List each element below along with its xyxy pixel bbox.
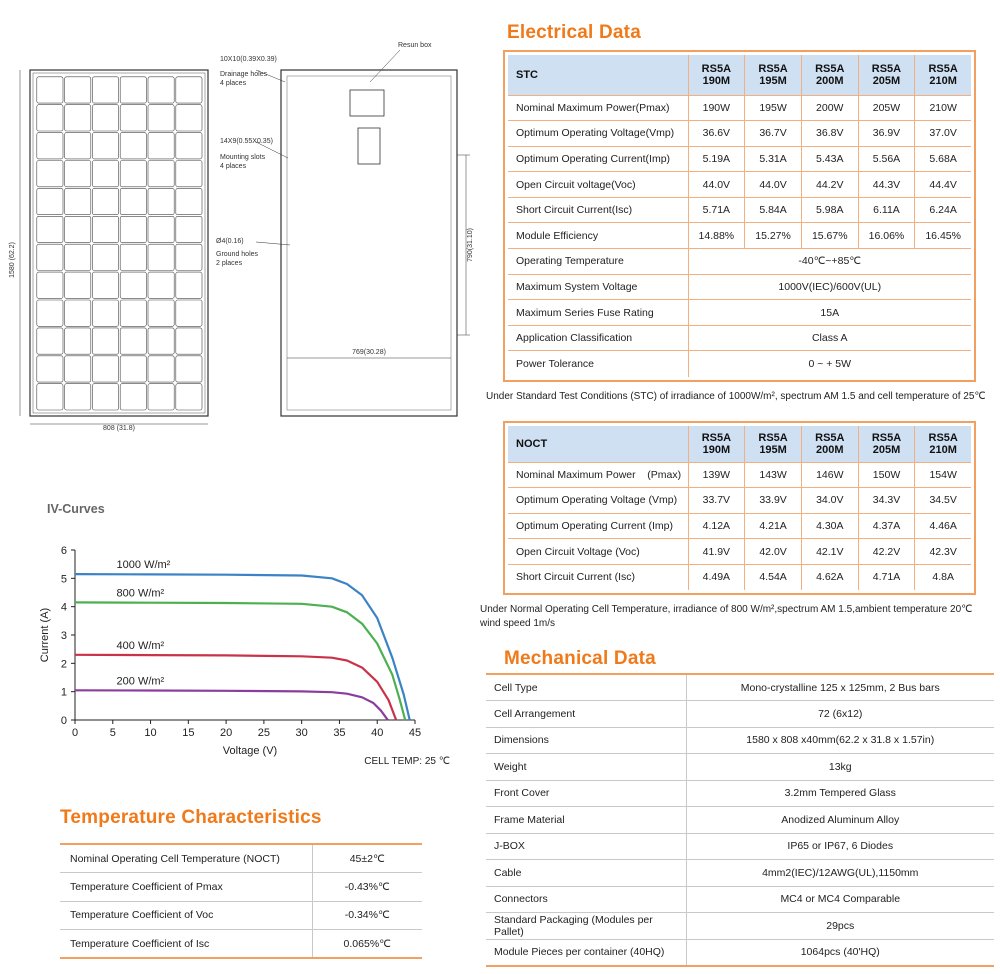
table-row: [508, 462, 971, 488]
solar-cell: [92, 328, 118, 354]
solar-cell: [148, 161, 174, 187]
solar-cell: [65, 133, 91, 159]
cell-value: 154W: [915, 462, 971, 488]
x-tick-label: 10: [144, 727, 157, 739]
ground-count: 2 places: [216, 260, 243, 267]
solar-cell: [176, 216, 202, 242]
cell-value: 4.46A: [915, 513, 971, 539]
row-label: Application Classification: [508, 325, 688, 351]
row-label: Open Circuit voltage(Voc): [508, 172, 688, 198]
stc-header: STC: [508, 55, 688, 95]
x-tick-label: 40: [371, 727, 384, 739]
row-label: Short Circuit Current(Isc): [508, 197, 688, 223]
cell-value: 15.67%: [801, 223, 858, 249]
x-tick-label: 35: [333, 727, 346, 739]
cell-value: -40℃~+85℃: [688, 249, 971, 275]
solar-cell: [92, 216, 118, 242]
stc-table: [508, 55, 971, 377]
solar-cell: [37, 244, 63, 270]
row-label: Optimum Operating Current (Imp): [508, 513, 688, 539]
cell-value: 42.2V: [858, 539, 915, 565]
table-row: [486, 727, 994, 754]
cell-value: 195W: [745, 95, 802, 121]
model-header: RS5A 200M: [801, 426, 858, 462]
table-row: [508, 121, 971, 147]
cell-value: 13kg: [686, 754, 994, 781]
cell-value: 4.12A: [688, 513, 745, 539]
temperature-title: Temperature Characteristics: [60, 807, 322, 828]
solar-cell: [176, 328, 202, 354]
table-row: [486, 807, 994, 834]
cell-value: 42.3V: [915, 539, 971, 565]
cell-value: 36.9V: [858, 121, 915, 147]
cell-value: 1000V(IEC)/600V(UL): [688, 274, 971, 300]
model-header: RS5A 210M: [915, 426, 971, 462]
row-label: Nominal Maximum Power(Pmax): [508, 95, 688, 121]
solar-cell: [92, 105, 118, 131]
table-row: [60, 844, 422, 873]
row-label: Optimum Operating Voltage (Vmp): [508, 488, 688, 514]
cell-value: IP65 or IP67, 6 Diodes: [686, 833, 994, 860]
width-dim: 808 (31.8): [103, 425, 135, 432]
solar-cell: [148, 328, 174, 354]
cell-value: 34.0V: [801, 488, 858, 514]
solar-cell: [176, 105, 202, 131]
solar-cell: [176, 77, 202, 103]
solar-cell: [120, 188, 146, 214]
cell-value: 3.2mm Tempered Glass: [686, 780, 994, 807]
temperature-table: [60, 843, 422, 959]
solar-cell: [148, 272, 174, 298]
solar-cell: [92, 133, 118, 159]
cell-value: 200W: [801, 95, 858, 121]
solar-cell: [120, 216, 146, 242]
table-row: [486, 754, 994, 781]
table-row: [508, 513, 971, 539]
x-tick-label: 0: [71, 727, 79, 739]
electrical-title: Electrical Data: [507, 22, 641, 43]
resun-box-label: Resun box: [398, 42, 432, 49]
model-header: RS5A 200M: [801, 55, 858, 95]
cell-value: Class A: [688, 325, 971, 351]
table-row: [508, 539, 971, 565]
solar-cell: [176, 188, 202, 214]
series-line: [75, 602, 405, 720]
cell-value: Anodized Aluminum Alloy: [686, 807, 994, 834]
row-label: Temperature Coefficient of Voc: [60, 901, 312, 930]
solar-cell: [92, 384, 118, 410]
row-label: Optimum Operating Voltage(Vmp): [508, 121, 688, 147]
solar-cell: [37, 105, 63, 131]
cell-value: 41.9V: [688, 539, 745, 565]
row-label: Maximum Series Fuse Rating: [508, 300, 688, 326]
series-label: 800 W/m²: [116, 587, 165, 600]
cell-value: 5.98A: [801, 197, 858, 223]
cell-value: Mono-crystalline 125 x 125mm, 2 Bus bars: [686, 674, 994, 701]
cell-value: 44.0V: [688, 172, 745, 198]
model-header: RS5A 205M: [858, 55, 915, 95]
cell-value: 205W: [858, 95, 915, 121]
y-axis-label: Current (A): [39, 607, 51, 663]
ground-label: Ground holes: [216, 251, 259, 258]
cell-value: 5.68A: [915, 146, 971, 172]
cell-value: 36.8V: [801, 121, 858, 147]
solar-cell: [65, 188, 91, 214]
table-row: [508, 325, 971, 351]
row-label: Cell Arrangement: [486, 701, 686, 728]
row-label: Module Efficiency: [508, 223, 688, 249]
solar-cell: [37, 77, 63, 103]
row-label: Dimensions: [486, 727, 686, 754]
cell-value: 33.9V: [745, 488, 802, 514]
solar-cell: [92, 188, 118, 214]
cell-value: 190W: [688, 95, 745, 121]
mechanical-table: [486, 673, 994, 967]
cell-value: 210W: [915, 95, 971, 121]
cell-value: 1064pcs (40'HQ): [686, 939, 994, 966]
module-back-outline: [281, 70, 457, 416]
solar-cell: [176, 161, 202, 187]
table-row: [486, 701, 994, 728]
noct-note-line2: wind speed 1m/s: [480, 618, 556, 629]
table-row: [60, 930, 422, 959]
row-label: Power Tolerance: [508, 351, 688, 377]
solar-cell: [37, 300, 63, 326]
cell-value: 4.71A: [858, 564, 915, 590]
solar-cell: [148, 216, 174, 242]
table-row: [486, 939, 994, 966]
solar-cell: [65, 161, 91, 187]
row-label: Short Circuit Current (Isc): [508, 564, 688, 590]
ground-dim: Ø4(0.16): [216, 238, 244, 245]
cell-value: 33.7V: [688, 488, 745, 514]
cell-value: 5.71A: [688, 197, 745, 223]
y-tick-label: 0: [60, 715, 67, 727]
row-label: Nominal Operating Cell Temperature (NOCT): [60, 844, 312, 873]
solar-cell: [120, 161, 146, 187]
row-label: Nominal Maximum Power (Pmax): [508, 462, 688, 488]
cell-value: 36.7V: [745, 121, 802, 147]
table-row: [486, 674, 994, 701]
solar-cell: [65, 384, 91, 410]
label-plate: [358, 128, 380, 164]
cell-value: 15A: [688, 300, 971, 326]
cell-value: 143W: [745, 462, 802, 488]
y-tick-label: 6: [60, 545, 67, 557]
table-row: [486, 886, 994, 913]
solar-cell: [120, 77, 146, 103]
solar-cell: [148, 77, 174, 103]
solar-cell: [148, 188, 174, 214]
cell-grid: [37, 77, 202, 410]
solar-cell: [120, 384, 146, 410]
x-tick-label: 20: [219, 727, 233, 739]
cell-value: 16.45%: [915, 223, 971, 249]
cell-value: 34.5V: [915, 488, 971, 514]
x-tick-label: 25: [257, 727, 271, 739]
series-label: 1000 W/m²: [116, 559, 171, 572]
y-tick-label: 5: [60, 573, 67, 586]
cell-value: 0.065%℃: [312, 930, 422, 959]
noct-table-box: [503, 421, 976, 595]
cell-value: 29pcs: [686, 913, 994, 940]
row-label: Module Pieces per container (40HQ): [486, 939, 686, 966]
module-front-outline: [30, 70, 208, 416]
solar-cell: [92, 356, 118, 382]
solar-cell: [176, 133, 202, 159]
row-label: Open Circuit Voltage (Voc): [508, 539, 688, 565]
solar-cell: [120, 244, 146, 270]
solar-cell: [65, 356, 91, 382]
y-tick-label: 4: [60, 601, 67, 614]
solar-cell: [65, 77, 91, 103]
solar-cell: [120, 300, 146, 326]
cell-value: 5.56A: [858, 146, 915, 172]
x-axis-label: Voltage (V): [222, 745, 278, 757]
iv-curve-chart: [30, 540, 460, 770]
solar-cell: [92, 161, 118, 187]
cell-value: 44.3V: [858, 172, 915, 198]
cell-value: 4.21A: [745, 513, 802, 539]
solar-cell: [65, 300, 91, 326]
mounting-count: 4 places: [220, 163, 247, 170]
row-label: Cable: [486, 860, 686, 887]
solar-cell: [148, 384, 174, 410]
series-line: [75, 655, 396, 720]
junction-box: [350, 90, 384, 116]
solar-cell: [37, 272, 63, 298]
cell-value: 36.6V: [688, 121, 745, 147]
solar-cell: [92, 272, 118, 298]
table-row: [486, 913, 994, 940]
cell-value: 72 (6x12): [686, 701, 994, 728]
cell-value: 4.49A: [688, 564, 745, 590]
x-tick-label: 5: [109, 727, 116, 739]
solar-cell: [148, 356, 174, 382]
table-row: [508, 274, 971, 300]
row-label: Operating Temperature: [508, 249, 688, 275]
row-label: Weight: [486, 754, 686, 781]
cell-value: 5.31A: [745, 146, 802, 172]
noct-note-line1: Under Normal Operating Cell Temperature, irradiance of 800 W/m²,spectrum AM 1.5,ambient temperature 20℃: [480, 604, 973, 615]
stc-note: Under Standard Test Conditions (STC) of irradiance of 1000W/m², spectrum AM 1.5 and cell temperature of 25℃: [486, 391, 986, 402]
model-header: RS5A 205M: [858, 426, 915, 462]
solar-cell: [148, 244, 174, 270]
mounting-label: Mounting slots: [220, 154, 266, 161]
solar-cell: [148, 105, 174, 131]
solar-cell: [120, 356, 146, 382]
row-label: Optimum Operating Current(Imp): [508, 146, 688, 172]
series-label: 200 W/m²: [116, 675, 165, 688]
row-label: Front Cover: [486, 780, 686, 807]
table-row: [508, 488, 971, 514]
solar-cell: [176, 272, 202, 298]
cell-value: 44.2V: [801, 172, 858, 198]
cell-value: 16.06%: [858, 223, 915, 249]
x-tick-label: 45: [408, 727, 422, 739]
solar-cell: [176, 384, 202, 410]
solar-cell: [65, 105, 91, 131]
solar-cell: [65, 328, 91, 354]
solar-cell: [37, 328, 63, 354]
height-dim: 1580 (62.2): [9, 242, 16, 278]
cell-value: 15.27%: [745, 223, 802, 249]
solar-cell: [120, 328, 146, 354]
solar-cell: [92, 77, 118, 103]
x-tick-label: 15: [182, 727, 195, 739]
table-row: [508, 95, 971, 121]
cell-value: 14.88%: [688, 223, 745, 249]
cell-value: 5.84A: [745, 197, 802, 223]
noct-table: [508, 426, 971, 590]
cell-value: 4mm2(IEC)/12AWG(UL),1150mm: [686, 860, 994, 887]
solar-cell: [37, 384, 63, 410]
solar-cell: [176, 300, 202, 326]
y-tick-label: 1: [60, 686, 67, 699]
solar-cell: [176, 356, 202, 382]
row-label: Temperature Coefficient of Pmax: [60, 873, 312, 902]
cell-value: 139W: [688, 462, 745, 488]
drainage-count: 4 places: [220, 80, 247, 87]
cell-value: -0.34%℃: [312, 901, 422, 930]
right-dim: 790(31.10): [467, 228, 474, 262]
table-row: [508, 351, 971, 377]
noct-header: NOCT: [508, 426, 688, 462]
table-row: [508, 172, 971, 198]
module-drawing: [0, 30, 480, 440]
row-label: Connectors: [486, 886, 686, 913]
solar-cell: [120, 105, 146, 131]
row-label: Frame Material: [486, 807, 686, 834]
cell-value: 6.11A: [858, 197, 915, 223]
series-label: 400 W/m²: [116, 639, 165, 652]
mechanical-title: Mechanical Data: [504, 648, 656, 669]
cell-value: 44.0V: [745, 172, 802, 198]
cell-value: 42.1V: [801, 539, 858, 565]
solar-cell: [37, 161, 63, 187]
y-tick-label: 2: [60, 658, 67, 671]
solar-cell: [92, 244, 118, 270]
solar-cell: [148, 300, 174, 326]
table-row: [60, 901, 422, 930]
cell-value: 5.43A: [801, 146, 858, 172]
row-label: Standard Packaging (Modules per Pallet): [486, 913, 686, 940]
table-row: [508, 564, 971, 590]
table-row: [508, 249, 971, 275]
table-row: [60, 873, 422, 902]
cell-value: 6.24A: [915, 197, 971, 223]
cell-value: 42.0V: [745, 539, 802, 565]
solar-cell: [176, 244, 202, 270]
cell-value: 4.37A: [858, 513, 915, 539]
chart-annotation: CELL TEMP: 25 ℃: [364, 756, 450, 767]
model-header: RS5A 210M: [915, 55, 971, 95]
solar-cell: [92, 300, 118, 326]
solar-cell: [120, 133, 146, 159]
row-label: J-BOX: [486, 833, 686, 860]
cell-value: 1580 x 808 x40mm(62.2 x 31.8 x 1.57in): [686, 727, 994, 754]
cell-value: -0.43%℃: [312, 873, 422, 902]
cell-value: 44.4V: [915, 172, 971, 198]
cell-value: 0 ~ + 5W: [808, 357, 852, 370]
stc-table-box: [503, 50, 976, 382]
cell-value: 34.3V: [858, 488, 915, 514]
cell-value: 4.62A: [801, 564, 858, 590]
cell-value: 4.54A: [745, 564, 802, 590]
row-label: Cell Type: [486, 674, 686, 701]
model-header: RS5A 195M: [745, 55, 802, 95]
solar-cell: [37, 133, 63, 159]
row-label: Temperature Coefficient of Isc: [60, 930, 312, 959]
cell-value: 146W: [801, 462, 858, 488]
solar-cell: [120, 272, 146, 298]
solar-cell: [37, 188, 63, 214]
cell-value: 4.30A: [801, 513, 858, 539]
solar-cell: [37, 216, 63, 242]
row-label: Maximum System Voltage: [508, 274, 688, 300]
solar-cell: [65, 272, 91, 298]
table-row: [486, 780, 994, 807]
solar-cell: [37, 356, 63, 382]
table-row: [508, 300, 971, 326]
solar-cell: [65, 244, 91, 270]
solar-cell: [148, 133, 174, 159]
cell-value: 4.8A: [932, 571, 954, 584]
cell-value: 45±2℃: [312, 844, 422, 873]
drainage-dim: 10X10(0.39X0.39): [220, 56, 277, 63]
cell-value: MC4 or MC4 Comparable: [686, 886, 994, 913]
cell-value: 150W: [858, 462, 915, 488]
table-row: [486, 833, 994, 860]
x-tick-label: 30: [295, 727, 308, 739]
table-row: [508, 197, 971, 223]
model-header: RS5A 195M: [745, 426, 802, 462]
cell-value: 5.19A: [688, 146, 745, 172]
y-tick-label: 3: [60, 630, 67, 642]
series-line: [75, 690, 388, 720]
table-row: [486, 860, 994, 887]
table-row: [508, 146, 971, 172]
noct-note: [480, 603, 995, 631]
solar-cell: [65, 216, 91, 242]
iv-curves-title: IV-Curves: [47, 502, 105, 516]
cell-value: 37.0V: [915, 121, 971, 147]
model-header: RS5A 190M: [688, 426, 745, 462]
drainage-label: Drainage holes: [220, 71, 268, 78]
model-header: RS5A 190M: [688, 55, 745, 95]
inner-width-dim: 769(30.28): [352, 349, 386, 356]
table-row: [508, 223, 971, 249]
mounting-dim: 14X9(0.55X0.35): [220, 138, 273, 145]
